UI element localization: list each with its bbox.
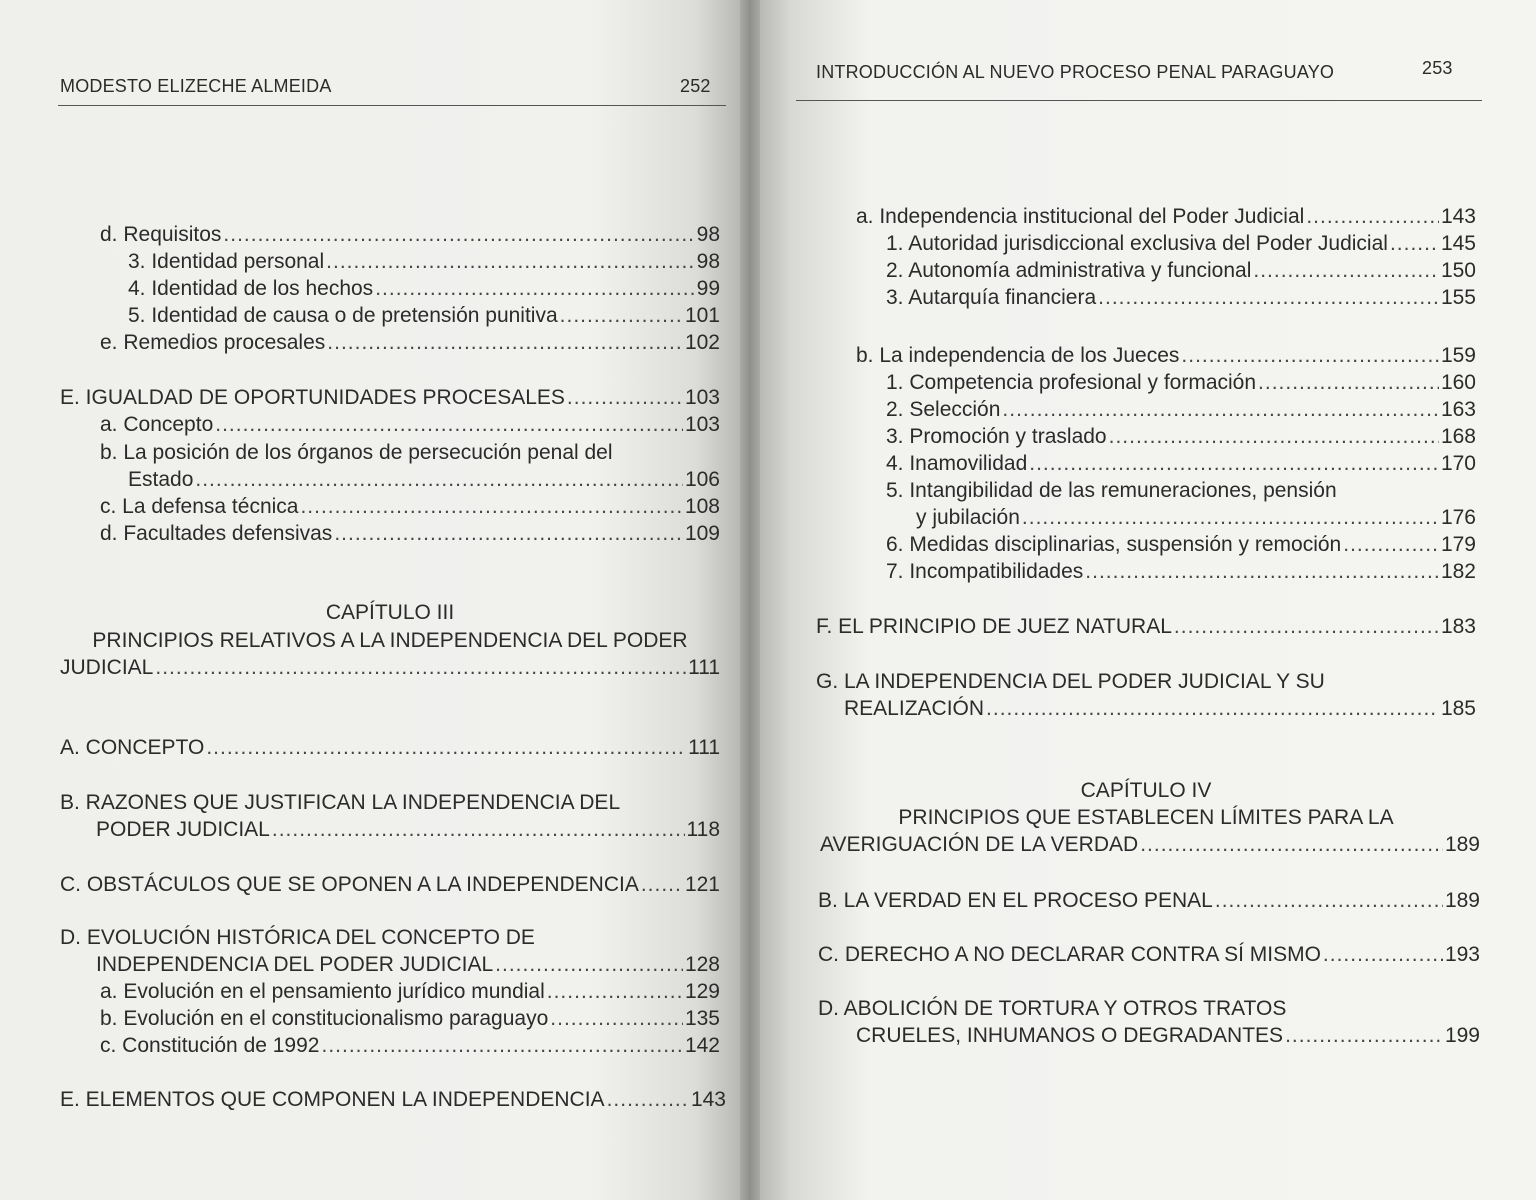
toc-entry: 7. Incompatibilidades ..... 182 bbox=[886, 559, 1476, 585]
toc-section-entry: E. ELEMENTOS QUE COMPONEN LA INDEPENDENCIA ..... 143 bbox=[60, 1087, 726, 1113]
toc-section-entry: PODER JUDICIAL ..... 118 bbox=[96, 817, 720, 843]
toc-section-entry: E. IGUALDAD DE OPORTUNIDADES PROCESALES ..... 103 bbox=[60, 385, 720, 411]
toc-entry: 2. Autonomía administrativa y funcional ..... 150 bbox=[886, 258, 1476, 284]
toc-section-entry: INDEPENDENCIA DEL PODER JUDICIAL ..... 128 bbox=[96, 952, 720, 978]
toc-section-entry: C. OBSTÁCULOS QUE SE OPONEN A LA INDEPENDENCIA ..... 121 bbox=[60, 872, 720, 898]
toc-entry-line1: 5. Intangibilidad de las remuneraciones, pensión bbox=[886, 479, 1337, 502]
toc-entry: 2. Selección ..... 163 bbox=[886, 397, 1476, 423]
toc-entry: e. Remedios procesales ..... 102 bbox=[100, 330, 720, 356]
toc-entry: b. La independencia de los Jueces ..... 159 bbox=[856, 343, 1476, 369]
toc-entry: c. Constitución de 1992 ..... 142 bbox=[100, 1033, 720, 1059]
toc-section-entry: REALIZACIÓN ..... 185 bbox=[844, 696, 1476, 722]
right-header-title: INTRODUCCIÓN AL NUEVO PROCESO PENAL PARAGUAYO bbox=[816, 62, 1335, 82]
toc-entry: d. Facultades defensivas ..... 109 bbox=[100, 521, 720, 547]
toc-entry: 4. Identidad de los hechos ..... 99 bbox=[128, 276, 720, 302]
left-header-page-number: 252 bbox=[680, 76, 711, 96]
chapter-title-entry: JUDICIAL ..... 111 bbox=[60, 655, 720, 681]
chapter-title-line1: PRINCIPIOS QUE ESTABLECEN LÍMITES PARA LA bbox=[898, 806, 1394, 829]
toc-section-entry: F. EL PRINCIPIO DE JUEZ NATURAL ..... 183 bbox=[816, 614, 1476, 640]
chapter-heading: CAPÍTULO IV bbox=[1080, 779, 1212, 802]
chapter-heading: CAPÍTULO III bbox=[325, 601, 455, 624]
toc-entry: 1. Competencia profesional y formación ..... 160 bbox=[886, 370, 1476, 396]
left-header-author: MODESTO ELIZECHE ALMEIDA bbox=[60, 76, 332, 96]
toc-entry: a. Concepto ..... 103 bbox=[100, 412, 720, 438]
toc-entry: y jubilación ..... 176 bbox=[916, 505, 1476, 531]
toc-entry: 5. Identidad de causa o de pretensión punitiva ..... 101 bbox=[128, 303, 720, 329]
left-page bbox=[0, 0, 740, 1200]
toc-section-line1: G. LA INDEPENDENCIA DEL PODER JUDICIAL Y SU bbox=[816, 670, 1325, 693]
toc-section-line1: D. EVOLUCIÓN HISTÓRICA DEL CONCEPTO DE bbox=[60, 926, 535, 949]
toc-entry: 6. Medidas disciplinarias, suspensión y remoción ..... 179 bbox=[886, 532, 1476, 558]
toc-section-entry: A. CONCEPTO ..... 111 bbox=[60, 735, 720, 761]
toc-entry: 4. Inamovilidad ..... 170 bbox=[886, 451, 1476, 477]
toc-section-line1: B. RAZONES QUE JUSTIFICAN LA INDEPENDENCIA DEL bbox=[60, 791, 621, 814]
toc-section-entry: B. LA VERDAD EN EL PROCESO PENAL ..... 189 bbox=[818, 888, 1480, 914]
toc-section-entry: CRUELES, INHUMANOS O DEGRADANTES ..... 199 bbox=[856, 1023, 1480, 1049]
right-header-rule bbox=[796, 100, 1482, 101]
toc-entry-line1: b. La posición de los órganos de persecución penal del bbox=[100, 441, 613, 464]
toc-entry: a. Independencia institucional del Poder Judicial ..... 143 bbox=[856, 204, 1476, 230]
toc-entry: d. Requisitos ..... 98 bbox=[100, 222, 720, 248]
chapter-title-line1: PRINCIPIOS RELATIVOS A LA INDEPENDENCIA DEL PODER bbox=[92, 629, 688, 652]
toc-entry: c. La defensa técnica ..... 108 bbox=[100, 494, 720, 520]
left-header-rule bbox=[58, 105, 726, 106]
toc-entry: 3. Promoción y traslado ..... 168 bbox=[886, 424, 1476, 450]
chapter-title-entry: AVERIGUACIÓN DE LA VERDAD ..... 189 bbox=[820, 832, 1480, 858]
toc-entry: b. Evolución en el constitucionalismo paraguayo ..... 135 bbox=[100, 1006, 720, 1032]
toc-entry: 3. Identidad personal ..... 98 bbox=[128, 249, 720, 275]
toc-entry: a. Evolución en el pensamiento jurídico mundial ..... 129 bbox=[100, 979, 720, 1005]
toc-entry: Estado ..... 106 bbox=[128, 467, 720, 493]
toc-entry: 3. Autarquía financiera ..... 155 bbox=[886, 285, 1476, 311]
toc-entry: 1. Autoridad jurisdiccional exclusiva del Poder Judicial ..... 145 bbox=[886, 231, 1476, 257]
book-gutter bbox=[740, 0, 760, 1200]
toc-section-line1: D. ABOLICIÓN DE TORTURA Y OTROS TRATOS bbox=[818, 997, 1287, 1020]
right-header-page-number: 253 bbox=[1422, 58, 1453, 78]
toc-section-entry: C. DERECHO A NO DECLARAR CONTRA SÍ MISMO ..... 193 bbox=[818, 942, 1480, 968]
right-page bbox=[760, 0, 1536, 1200]
